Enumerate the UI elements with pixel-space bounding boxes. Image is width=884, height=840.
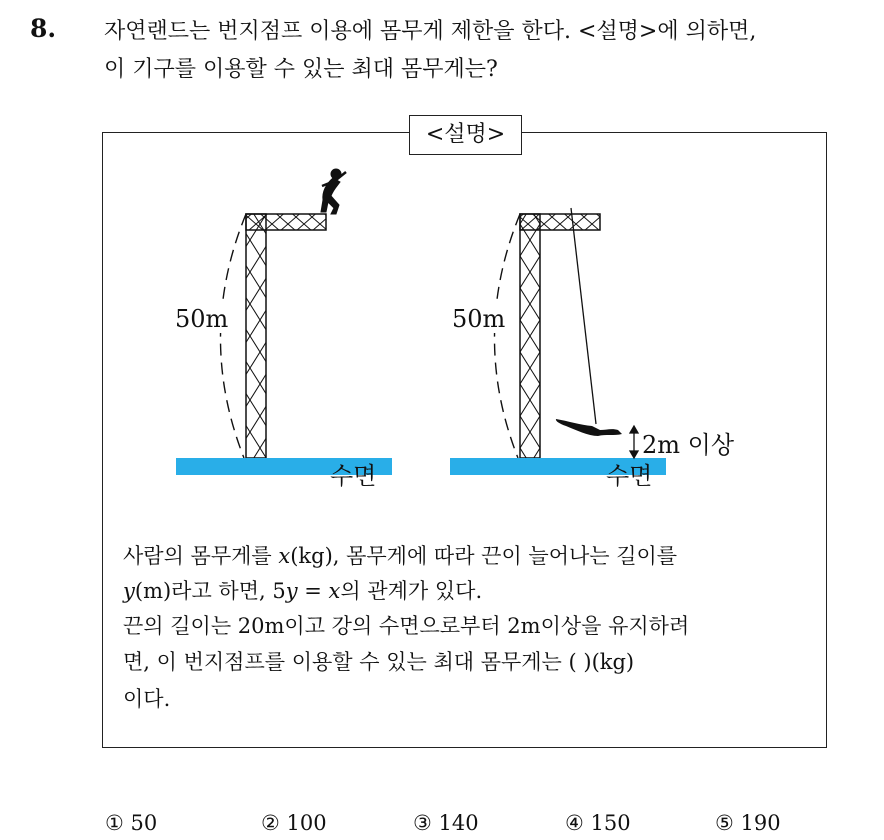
choice-2[interactable]: ② 100 — [261, 811, 327, 835]
answer-choices — [105, 811, 825, 839]
explanation-box-title: <설명> — [409, 115, 522, 155]
explanation-line-4: 면, 이 번지점프를 이용할 수 있는 최대 몸무게는 ( )(kg) — [123, 650, 635, 674]
choice-4[interactable]: ④ 150 — [565, 811, 631, 835]
choice-3[interactable]: ③ 140 — [413, 811, 479, 835]
jumper-icon — [321, 169, 346, 214]
right-height-arc — [494, 214, 520, 458]
explanation-line-1: 사람의 몸무게를 x(kg), 몸무게에 따라 끈이 늘어나는 길이를 — [123, 544, 678, 568]
left-water-label: 수면 — [330, 462, 377, 490]
question-text-line-1: 자연랜드는 번지점프 이용에 몸무게 제한을 한다. <설명>에 의하면, — [104, 19, 757, 44]
explanation-line-3: 끈의 길이는 20m이고 강의 수면으로부터 2m이상을 유지하려 — [123, 614, 690, 638]
left-height-label: 50m — [175, 305, 229, 333]
falling-jumper-icon — [556, 419, 622, 436]
question-text-line-2: 이 기구를 이용할 수 있는 최대 몸무게는? — [104, 57, 498, 82]
choice-5[interactable]: ⑤ 190 — [715, 811, 781, 835]
question-number: 8. — [30, 14, 57, 43]
choice-1[interactable]: ① 50 — [105, 811, 158, 835]
margin-label: 2m 이상 — [642, 431, 735, 459]
bungee-cord — [571, 208, 596, 424]
left-tower — [246, 214, 326, 458]
right-water-label: 수면 — [606, 462, 653, 490]
margin-arrow — [630, 426, 638, 458]
right-height-label: 50m — [452, 305, 506, 333]
left-height-arc — [220, 214, 246, 458]
explanation-line-2: y(m)라고 하면, 5y = x의 관계가 있다. — [123, 579, 483, 603]
explanation-line-5: 이다. — [123, 687, 171, 711]
